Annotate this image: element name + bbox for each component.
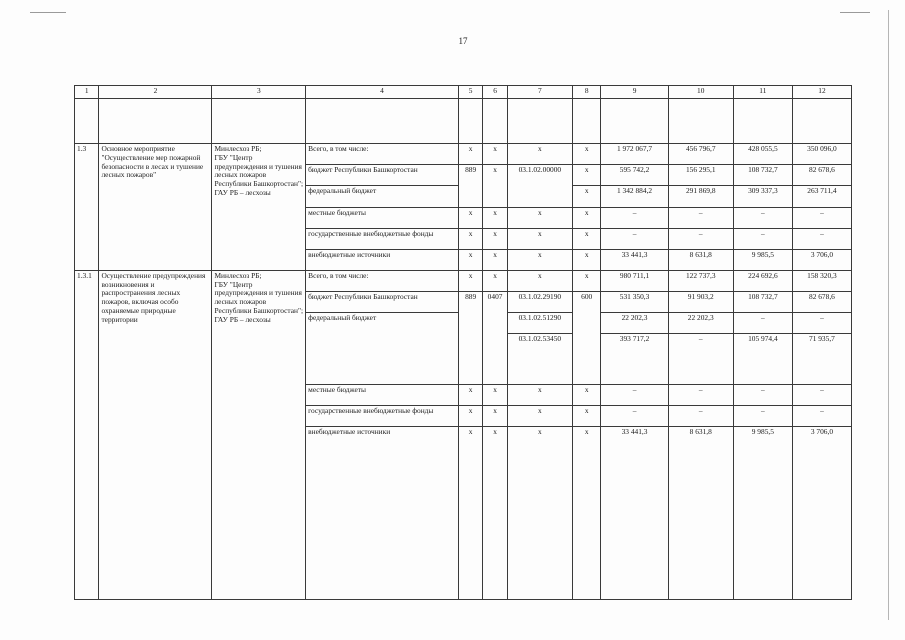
column-header: 1 [75,86,99,99]
cell: 350 096,0 [792,144,851,165]
cell: – [792,313,851,334]
cell: 309 337,3 [733,186,792,207]
cell: x [507,144,572,165]
cell: 393 717,2 [601,334,668,385]
column-header-row [75,86,852,99]
cell: x [572,207,601,228]
cell: x [483,207,507,228]
cell: 33 441,3 [601,249,668,270]
cell: – [601,207,668,228]
cell: 22 202,3 [601,313,668,334]
cell: x [507,271,572,292]
cell: – [733,313,792,334]
cell: 224 692,6 [733,271,792,292]
cell: 3 706,0 [792,427,851,600]
cell: 980 711,1 [601,271,668,292]
column-header: 9 [601,86,668,99]
cell: x [507,228,572,249]
section-number: 1.3.1 [75,271,99,600]
cell: 889 [458,292,482,385]
cell: – [668,334,733,385]
cell: x [458,271,482,292]
cell: 263 711,4 [792,186,851,207]
cell: 105 974,4 [733,334,792,385]
cell: x [458,144,482,165]
cell: x [572,228,601,249]
cell: – [792,207,851,228]
cell: x [572,144,601,165]
blank-row [75,98,852,143]
cell: x [483,271,507,292]
section-title: Осуществление предупреждения возникновения и распространения лесных пожаров, включая особо охраняемые природные территории [99,271,212,600]
scan-edge [888,10,889,620]
cell: x [507,249,572,270]
cell: x [458,427,482,600]
cell: 456 796,7 [668,144,733,165]
funding-source: федеральный бюджет [306,313,459,385]
column-header: 4 [306,86,459,99]
cell: 9 985,5 [733,249,792,270]
scan-mark [840,12,870,13]
cell: – [792,406,851,427]
cell: – [601,406,668,427]
cell: 291 869,8 [668,186,733,207]
section-title: Основное мероприятие "Осуществление мер пожарной безопасности в лесах и тушение лесных пожаров" [99,144,212,271]
cell: x [483,427,507,600]
cell: 82 678,6 [792,292,851,313]
column-header: 8 [572,86,601,99]
column-header: 12 [792,86,851,99]
cell: 8 631,8 [668,427,733,600]
cell: 03.1.02.53450 [507,334,572,385]
cell: x [572,406,601,427]
column-header: 7 [507,86,572,99]
funding-table [74,85,852,600]
cell: x [458,385,482,406]
column-header: 2 [99,86,212,99]
cell: x [572,249,601,270]
cell: – [601,228,668,249]
cell: x [507,385,572,406]
cell: – [668,228,733,249]
cell: – [668,406,733,427]
cell: 600 [572,292,601,385]
cell: x [458,406,482,427]
cell: – [792,228,851,249]
cell: 91 903,2 [668,292,733,313]
cell: 03.1.02.00000 [507,165,572,207]
column-header: 11 [733,86,792,99]
cell: – [733,406,792,427]
cell: – [601,385,668,406]
cell: 0407 [483,292,507,385]
funding-source: федеральный бюджет [306,186,459,207]
cell: – [733,207,792,228]
cell: – [733,228,792,249]
cell: 108 732,7 [733,292,792,313]
cell: – [668,385,733,406]
cell: 82 678,6 [792,165,851,186]
funding-source: Всего, в том числе: [306,144,459,165]
cell: x [572,427,601,600]
cell: x [507,406,572,427]
cell: – [668,207,733,228]
cell: x [572,385,601,406]
cell: 3 706,0 [792,249,851,270]
column-header: 6 [483,86,507,99]
cell: 22 202,3 [668,313,733,334]
cell: x [507,427,572,600]
funding-source: государственные внебюджетные фонды [306,228,459,249]
cell: x [572,271,601,292]
cell: 03.1.02.29190 [507,292,572,313]
cell: x [458,249,482,270]
cell: 158 320,3 [792,271,851,292]
funding-source: государственные внебюджетные фонды [306,406,459,427]
column-header: 5 [458,86,482,99]
table-row [75,271,852,292]
scan-mark [30,12,66,13]
funding-source: бюджет Республики Башкортостан [306,292,459,313]
cell: x [483,406,507,427]
cell: 122 737,3 [668,271,733,292]
cell: – [792,385,851,406]
cell: 428 055,5 [733,144,792,165]
page-number: 17 [458,36,468,46]
cell: 1 972 067,7 [601,144,668,165]
cell: x [507,207,572,228]
cell: 1 342 884,2 [601,186,668,207]
cell: 9 985,5 [733,427,792,600]
cell: x [483,144,507,165]
funding-source: Всего, в том числе: [306,271,459,292]
funding-source: бюджет Республики Башкортостан [306,165,459,186]
funding-source: внебюджетные источники [306,427,459,600]
cell: – [733,385,792,406]
cell: 108 732,7 [733,165,792,186]
cell: x [483,165,507,207]
section-number: 1.3 [75,144,99,271]
funding-source: местные бюджеты [306,385,459,406]
cell: 8 631,8 [668,249,733,270]
section-executors: Минлесхоз РБ; ГБУ "Центр предупреждения и тушения лесных пожаров Республики Башкортостан"; ГАУ РБ – лесхозы [212,271,306,600]
funding-source: местные бюджеты [306,207,459,228]
cell: 156 295,1 [668,165,733,186]
cell: 531 350,3 [601,292,668,313]
table-row [75,144,852,165]
section-executors: Минлесхоз РБ; ГБУ "Центр предупреждения и тушения лесных пожаров Республики Башкортостан"; ГАУ РБ – лесхозы [212,144,306,271]
cell: x [572,165,601,186]
cell: 595 742,2 [601,165,668,186]
cell: 889 [458,165,482,207]
column-header: 10 [668,86,733,99]
cell: x [458,207,482,228]
funding-source: внебюджетные источники [306,249,459,270]
cell: 33 441,3 [601,427,668,600]
cell: 71 935,7 [792,334,851,385]
cell: x [483,385,507,406]
cell: x [458,228,482,249]
cell: x [483,249,507,270]
cell: x [483,228,507,249]
column-header: 3 [212,86,306,99]
cell: 03.1.02.51290 [507,313,572,334]
cell: x [572,186,601,207]
